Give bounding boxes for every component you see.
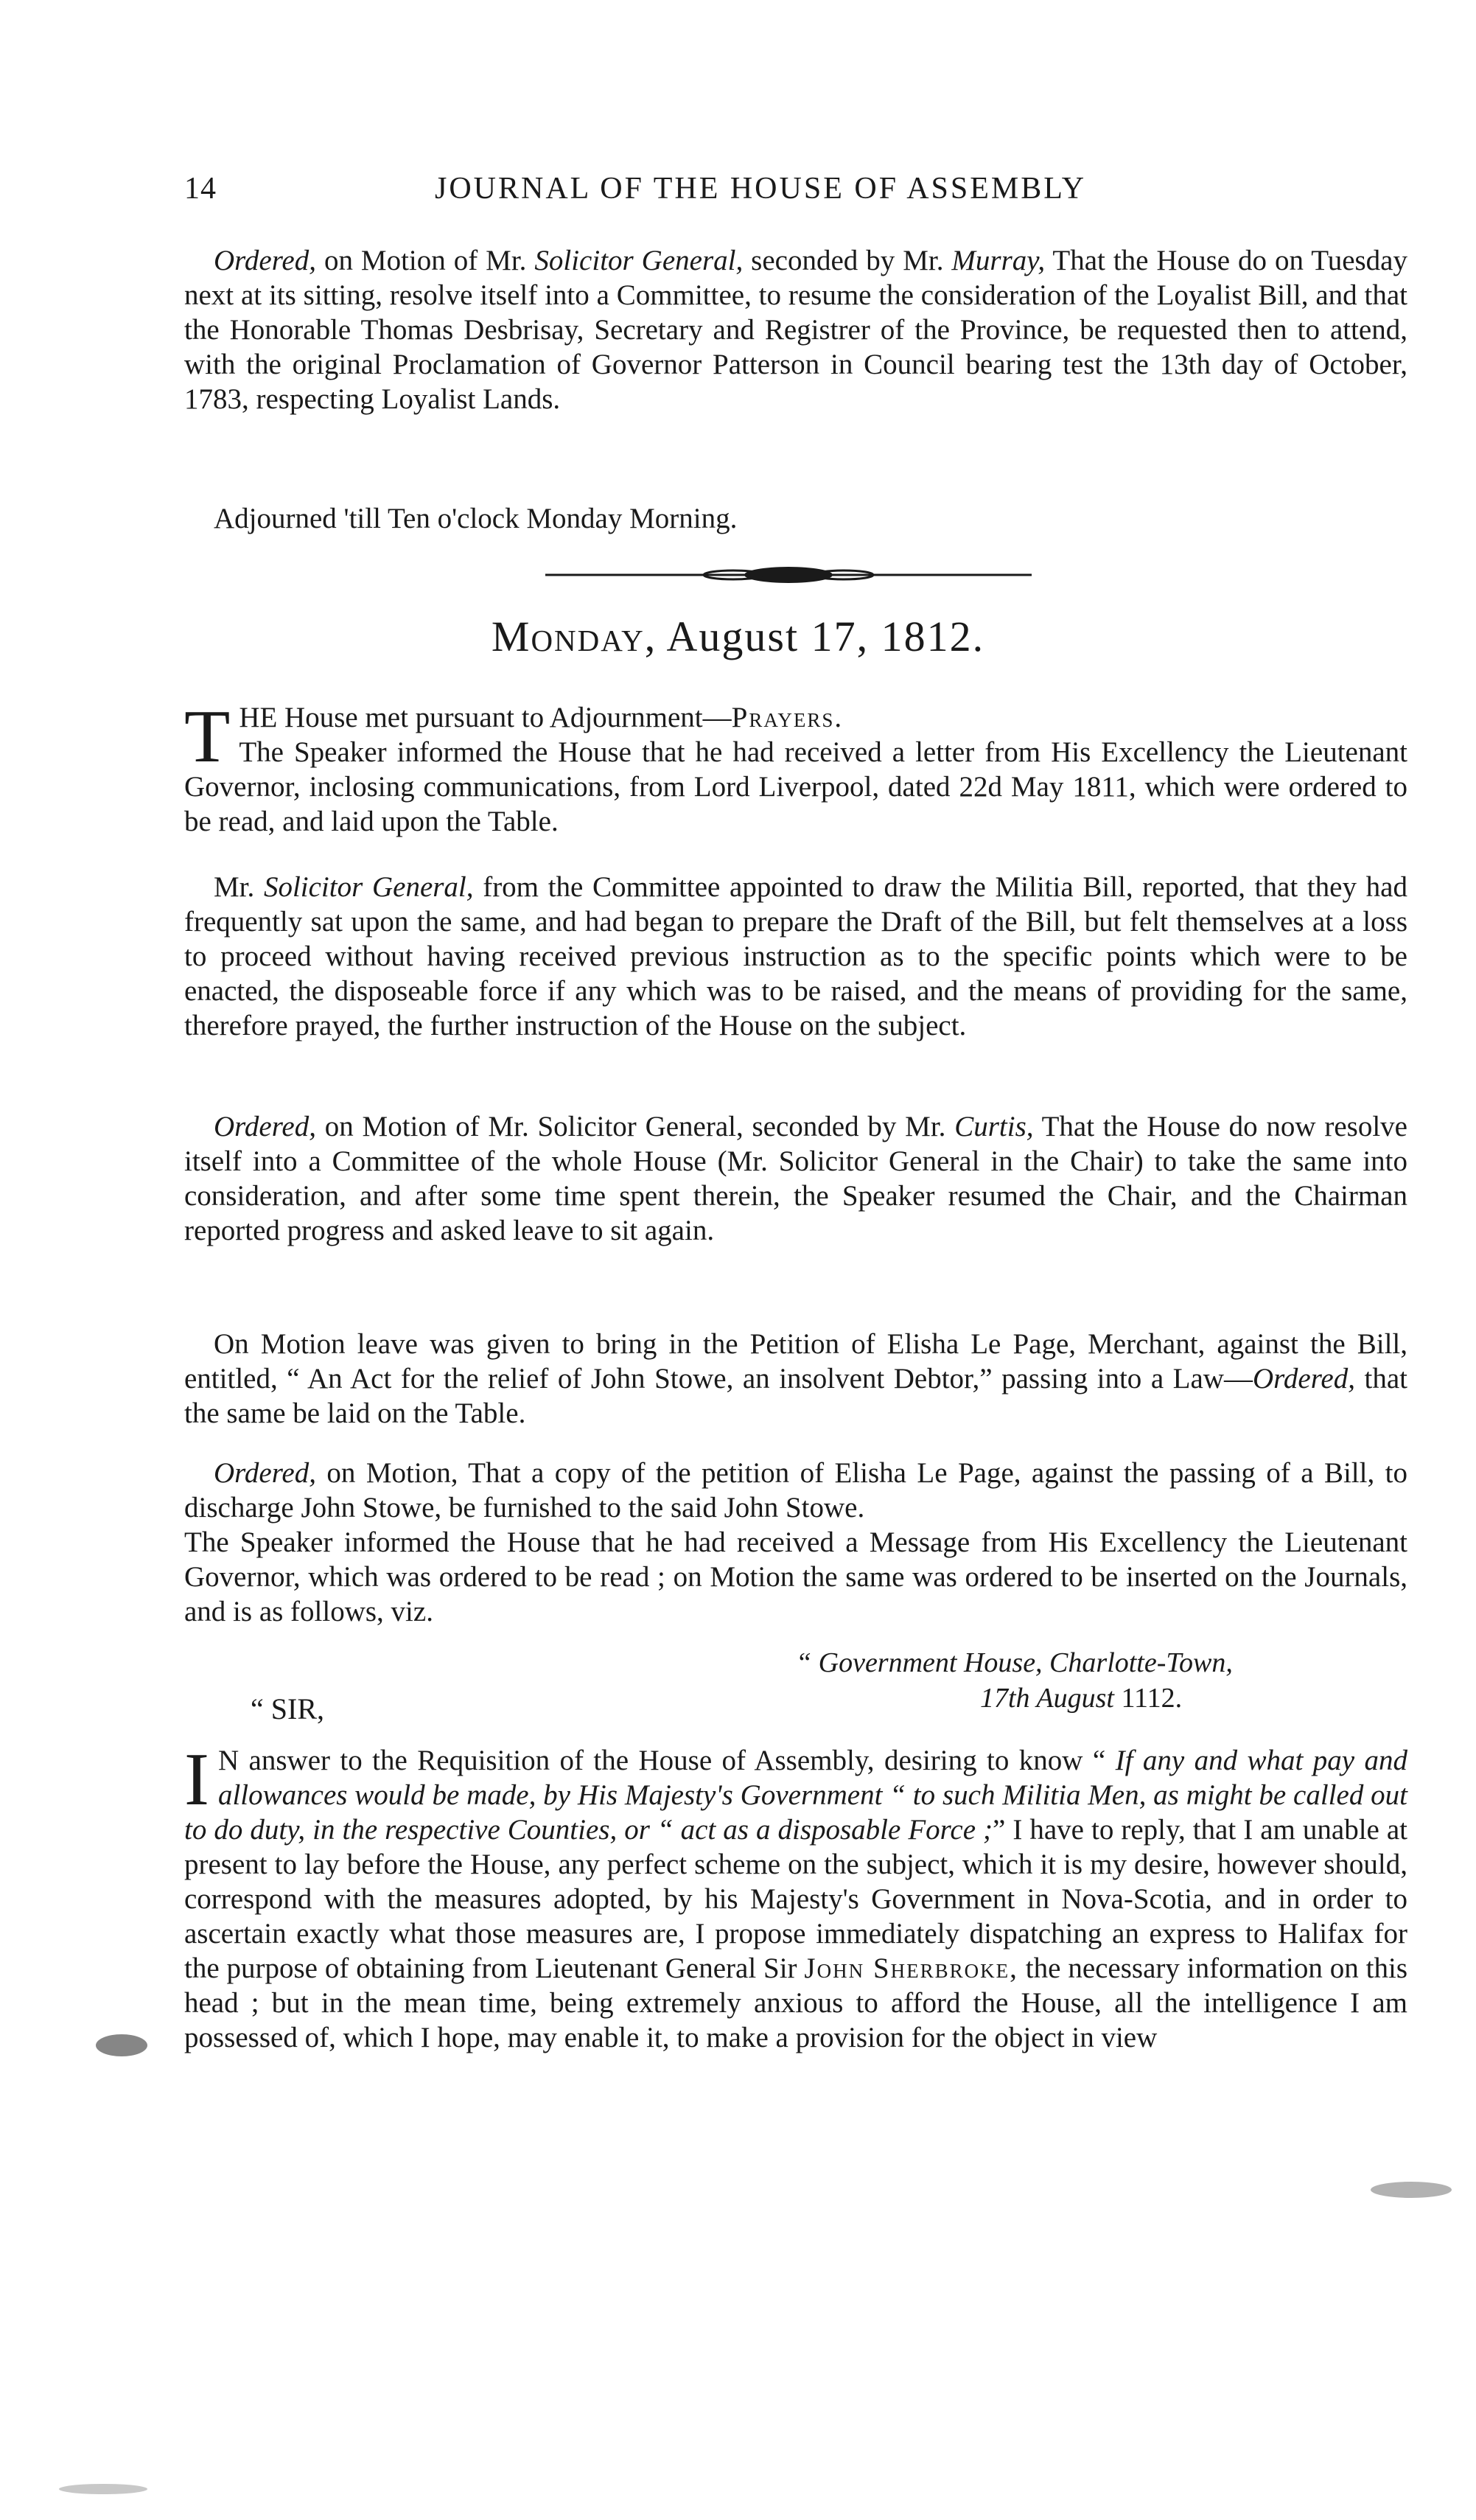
reporter-name: Solicitor General, [263, 871, 474, 903]
text-run: on Motion, That a copy of the petition of Elisha Le Page, against the passing of a Bill, to discharge John Stowe, be furnished to the said John Stowe. [184, 1457, 1407, 1523]
ink-blot [1371, 2182, 1452, 2198]
text-run: from the Committee appointed to draw the Militia Bill, reported, that they had frequently sat upon the same, and had began to prepare the Draft of the Bill, but felt themselves at a loss to proceed without having received previous instruction as to the specific points which were to be enacted, the disposeable force if any which was to be raised, and the means of providing for the same, therefore prayed, the further instruction of the House on the subject. [184, 871, 1407, 1041]
running-head: JOURNAL OF THE HOUSE OF ASSEMBLY [435, 172, 1087, 206]
page-number: 14 [184, 172, 217, 206]
text-run: ” I have to reply, that I am unable at present to lay before the House, any perfect scheme on the subject, which it is my desire, however should, correspond with the measures adopted, by his Majesty's Government in Nova-Scotia, and in order to ascertain exactly what those measures are, I propose immediately dispatching an express to Halifax for the purpose of obtaining from Lieutenant General Sir [184, 1814, 1407, 1984]
text-run: on Motion of Mr. Solicitor General, seconded by Mr. [316, 1111, 955, 1142]
text-run: HE House met pursuant to Adjournment— [239, 702, 732, 733]
letter-date: 17th August [980, 1683, 1114, 1714]
letter-salutation: “ SIR, [251, 1692, 324, 1725]
letter-body [184, 1738, 1407, 2055]
ordered-label: Ordered, [214, 1111, 316, 1142]
text-run: on Motion of Mr. [316, 245, 535, 276]
quoted-requisition: If any and what pay and allowances would be made, by His Majesty's Government “ to such Militia Men, as might be called out to do duty, in the respective Counties, or “ act as a disposable Force ; [184, 1745, 1407, 1846]
ornamental-rule [545, 560, 1032, 590]
adjournment-text: Adjourned 'till Ten o'clock Monday Morning. [214, 503, 738, 534]
text-run: the necessary information on this head ; but in the mean time, being extremely anxious to afford the House, all the intelligence I am possessed of, which I hope, may enable it, to make a provision for the object in view [184, 1952, 1407, 2053]
general-name: John Sherbroke, [804, 1952, 1018, 1984]
ink-blot [59, 2484, 147, 2494]
paragraph-copy-and-message [184, 1456, 1407, 1629]
paragraph-petition [184, 1327, 1407, 1431]
drop-cap: T [184, 695, 231, 778]
text-run: The Speaker informed the House that he had received a Message from His Excellency the Lieutenant Governor, which was ordered to be read ; on Motion the same was ordered to be inserted on the Journals, and is as follows, viz. [184, 1526, 1407, 1627]
text-run: seconded by Mr. [743, 245, 952, 276]
text-run: Mr. [214, 871, 264, 903]
drop-cap: I [184, 1738, 209, 1821]
ordered-label: Ordered, [214, 1457, 316, 1489]
adjournment-line [184, 501, 1407, 536]
ordered-label: Ordered, [214, 245, 316, 276]
seconder-name: Curtis, [954, 1111, 1034, 1142]
text-run: N answer to the Requisition of the House of Assembly, desiring to know “ [217, 1745, 1116, 1776]
seconder-name: Murray, [951, 245, 1046, 276]
text-run: That the House do on Tuesday next at its sitting, resolve itself into a Committee, to resume the consideration of the Loyalist Bill, and that the Honorable Thomas Desbrisay, Secretary and Registrer of the Province, be requested then to attend, with the original Proclamation of Governor Patterson in Council bearing test the 13th day of October, 1783, respecting Loyalist Lands. [184, 245, 1407, 415]
mover-name: Solicitor General, [534, 245, 744, 276]
letter-location: “ Government House, Charlotte-Town, [796, 1647, 1233, 1678]
text-run: The Speaker informed the House that he had received a letter from His Excellency the Lieutenant Governor, inclosing communications, from Lord Liverpool, dated 22d May 1811, which were ordered to be read, and laid upon the Table. [184, 736, 1407, 837]
paragraph-house-met [184, 695, 1407, 839]
text-run: that the same be laid on the Table. [184, 1363, 1408, 1429]
letter-year: 1112. [1113, 1683, 1183, 1714]
ordered-label: Ordered, [1252, 1363, 1355, 1395]
paragraph-committee [184, 1109, 1407, 1248]
letter-dateline [796, 1645, 1334, 1716]
paragraph-militia-report [184, 870, 1407, 1043]
text-run: On Motion leave was given to bring in the Petition of Elisha Le Page, Merchant, against the Bill, entitled, “ An Act for the relief of John Stowe, an insolvent Debtor,” passing into a Law— [184, 1328, 1407, 1395]
page-header [184, 171, 1407, 230]
prayers-label: Prayers. [731, 702, 844, 733]
ink-blot [96, 2034, 147, 2056]
text-run: That the House do now resolve itself into a Committee of the whole House (Mr. Solicitor General in the Chair) to take the same into consideration, and after some time spent therein, the Speaker resumed the Chair, and the Chairman reported progress and asked leave to sit again. [184, 1111, 1407, 1246]
paragraph-loyalist-bill [184, 243, 1407, 416]
date-rest: August 17, 1812. [657, 612, 985, 660]
date-heading [0, 612, 1476, 661]
date-day: Monday, [491, 612, 657, 660]
